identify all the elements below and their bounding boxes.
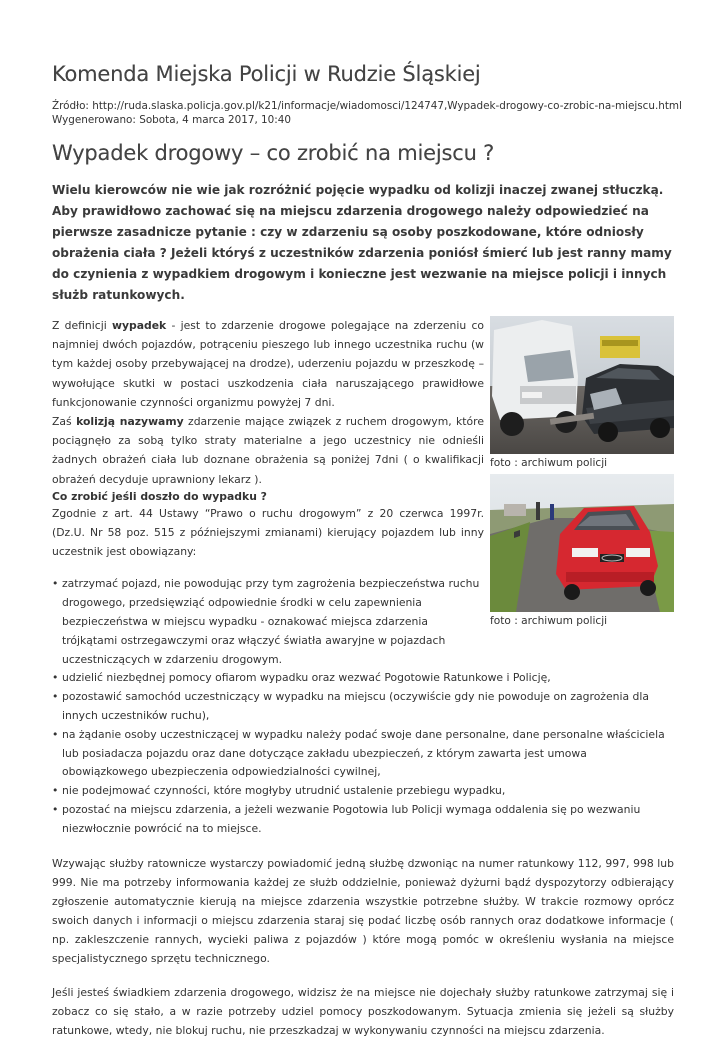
list-item: • zatrzymać pojazd, nie powodując przy tym zagrożenia bezpieczeństwa ruchu drogowego, przedsięwziąć odpowiednie środki w celu zapewnienia bezpieczeństwa w miejscu wypadku - oznakować miejsca zdarzenia trójkątami ostrzegawczymi oraz włączyć światła awaryjne w pojazdach uczestniczących w zdarzeniu drogowym. xyxy=(52,575,484,669)
document-page xyxy=(52,62,682,1040)
question-heading: Co zrobić jeśli doszło do wypadku ? xyxy=(52,489,267,503)
collision-text: Zaś xyxy=(52,415,77,429)
collision-text: zdarzenie mające związek z ruchem drogowym, które pociągnęło za sobą tylko straty materialne a jego uczestnicy nie odnieśli żadnych obrażeń ciała lub doznane obrażenia są poniżej 7dni ( o kwalifikacji obrażeń decyduje uprawniony lekarz ). xyxy=(52,415,484,486)
lead-paragraph: Wielu kierowców nie wie jak rozróżnić pojęcie wypadku od kolizji inaczej zwanej stłuczką. Aby prawidłowo zachować się na miejscu zdarzenia drogowego należy odpowiedzieć na pierwsze zasadnicze pytanie : czy w zdarzeniu są osoby poszkodowane, które odniosły obrażenia ciała ? Jeżeli któryś z uczestników zdarzenia poniósł śmierć lub jest ranny mamy do czynienia z wypadkiem drogowym i konieczne jest wezwanie na miejsce policji i innych służb ratunkowych. xyxy=(52,183,672,302)
crash-photo-van xyxy=(490,316,674,454)
main-column xyxy=(52,316,484,561)
photo-caption: foto : archiwum policji xyxy=(490,615,608,627)
definition-text: Z definicji xyxy=(52,319,112,332)
list-item: • pozostać na miejscu zdarzenia, a jeżeli wezwanie Pogotowia lub Policji wymaga oddalenia się po wezwaniu niezwłocznie powrócić na to miejsce. xyxy=(52,801,674,839)
crash-photo-red-car xyxy=(490,474,674,612)
photo-caption: foto : archiwum policji xyxy=(490,457,608,469)
definition-text: - jest to zdarzenie drogowe polegające na zderzeniu co najmniej dwóch pojazdów, potrąceniu pieszego lub innego uczestnika ruchu (w tym każdej osoby przebywającej na drodze), uderzeniu pojazdu w przeszkodę – wywołujące skutki w postaci uszkodzenia ciała naruszającego prawidłowe funkcjonowanie czynności organizmu powyżej 7 dni. xyxy=(52,319,484,409)
article-title: Wypadek drogowy – co zrobić na miejscu ? xyxy=(52,141,495,165)
source-line: Źródło: http://ruda.slaska.policja.gov.pl/k21/informacje/wiadomosci/124747,Wypadek-drogowy-co-zrobic-na-miejscu.html xyxy=(52,100,682,112)
collision-term: kolizją nazywamy xyxy=(76,415,184,429)
site-title: Komenda Miejska Policji w Rudzie Śląskiej xyxy=(52,62,481,86)
witness-paragraph: Jeśli jesteś świadkiem zdarzenia drogowego, widzisz że na miejsce nie dojechały służby ratunkowe zatrzymaj się i zobacz co się stało, a w razie potrzeby udziel pomocy poszkodowanym. Sytuacja zmienia się jeżeli są służby ratunkowe, wtedy, nie blokuj ruchu, nie przeszkadzaj w wykonywaniu czynności na miejscu zdarzenia. xyxy=(52,985,674,1037)
list-item: • pozostawić samochód uczestniczący w wypadku na miejscu (oczywiście gdy nie powoduje on zagrożenia dla innych uczestników ruchu), xyxy=(52,688,674,726)
emergency-paragraph: Wzywając służby ratownicze wystarczy powiadomić jedną służbę dzwoniąc na numer ratunkowy 112, 997, 998 lub 999. Nie ma potrzeby informowania każdej ze służb oddzielnie, ponieważ dyżurni bądź dyspozytorzy odbierający zgłoszenie automatycznie kierują na miejsce zdarzenia wszystkie potrzebne służby. W trakcie rozmowy oprócz swoich danych i informacji o miejscu zdarzenia staraj się podać liczbę osób rannych oraz dodatkowe informacje ( np. zakleszczenie rannych, wycieki paliwa z pojazdów ) które mogą pomóc w określeniu wysłania na miejsce specjalistycznego sprzętu technicznego. xyxy=(52,856,674,965)
law-paragraph: Zgodnie z art. 44 Ustawy “Prawo o ruchu drogowym” z 20 czerwca 1997r. (Dz.U. Nr 58 poz. 515 z późniejszymi zmianami) kierujący pojazdem lub inny uczestnik jest obowiązany: xyxy=(52,506,484,559)
definition-paragraph xyxy=(52,316,484,412)
generated-line: Wygenerowano: Sobota, 4 marca 2017, 10:40 xyxy=(52,114,291,126)
list-item: • udzielić niezbędnej pomocy ofiarom wypadku oraz wezwać Pogotowie Ratunkowe i Policję, xyxy=(52,669,674,688)
definition-term: wypadek xyxy=(111,319,167,332)
photo-column xyxy=(490,316,674,634)
list-item: • nie podejmować czynności, które mogłyby utrudnić ustalenie przebiegu wypadku, xyxy=(52,782,674,801)
list-item: • na żądanie osoby uczestniczącej w wypadku należy podać swoje dane personalne, dane personalne właściciela lub posiadacza pojazdu oraz dane dotyczące zakładu ubezpieczeń, z którym zawarta jest umowa obowiązkowego ubezpieczenia odpowiedzialności cywilnej, xyxy=(52,726,674,782)
collision-paragraph xyxy=(52,412,484,489)
